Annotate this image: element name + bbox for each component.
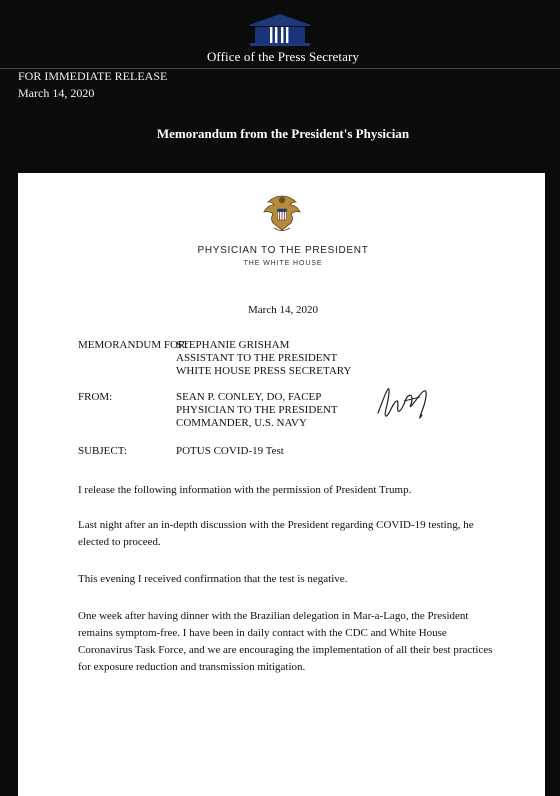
- recipient-name: STEPHANIE GRISHAM: [176, 339, 290, 351]
- subject-label: SUBJECT:: [78, 445, 127, 457]
- sender-rank: COMMANDER, U.S. NAVY: [176, 417, 307, 429]
- release-date: March 14, 2020: [18, 86, 95, 100]
- recipient-title: ASSISTANT TO THE PRESIDENT: [176, 352, 338, 364]
- white-house-icon: [248, 12, 312, 46]
- from-sender: [176, 391, 338, 430]
- sender-name: SEAN P. CONLEY, DO, FACEP: [176, 391, 322, 403]
- memorandum-for-label: MEMORANDUM FOR:: [78, 339, 189, 351]
- memorandum-for-recipient: [176, 339, 351, 378]
- handwritten-signature: [368, 379, 452, 423]
- release-label: FOR IMMEDIATE RELEASE: [18, 69, 168, 83]
- memo-date: March 14, 2020: [248, 304, 318, 316]
- sender-title: PHYSICIAN TO THE PRESIDENT: [176, 404, 338, 416]
- memo-paragraph-4: One week after having dinner with the Brazilian delegation in Mar-a-Lago, the President remains symptom-free. I have been in daily contact with the CDC and White House Coronavirus Task Force, and we are encouraging the implementation of all their best practices for exposure reduction and transmission mitigation.: [78, 610, 493, 673]
- from-label: FROM:: [78, 391, 113, 403]
- page-title: Memorandum from the President's Physician: [156, 126, 410, 141]
- press-office-header: [0, 0, 560, 70]
- memorandum-document: [18, 173, 545, 796]
- subject-value: POTUS COVID-19 Test: [176, 445, 284, 457]
- presidential-seal-icon: [261, 190, 303, 234]
- letterhead-title: PHYSICIAN TO THE PRESIDENT: [197, 245, 369, 256]
- memo-paragraph-1: I release the following information with the permission of President Trump.: [78, 484, 412, 496]
- recipient-office: WHITE HOUSE PRESS SECRETARY: [176, 365, 352, 377]
- memo-paragraph-3: This evening I received confirmation that the test is negative.: [78, 573, 348, 585]
- office-title: Office of the Press Secretary: [206, 49, 360, 64]
- memo-paragraph-2: Last night after an in-depth discussion with the President regarding COVID-19 testing, he elected to proceed.: [78, 519, 474, 548]
- letterhead-subtitle: THE WHITE HOUSE: [243, 260, 323, 267]
